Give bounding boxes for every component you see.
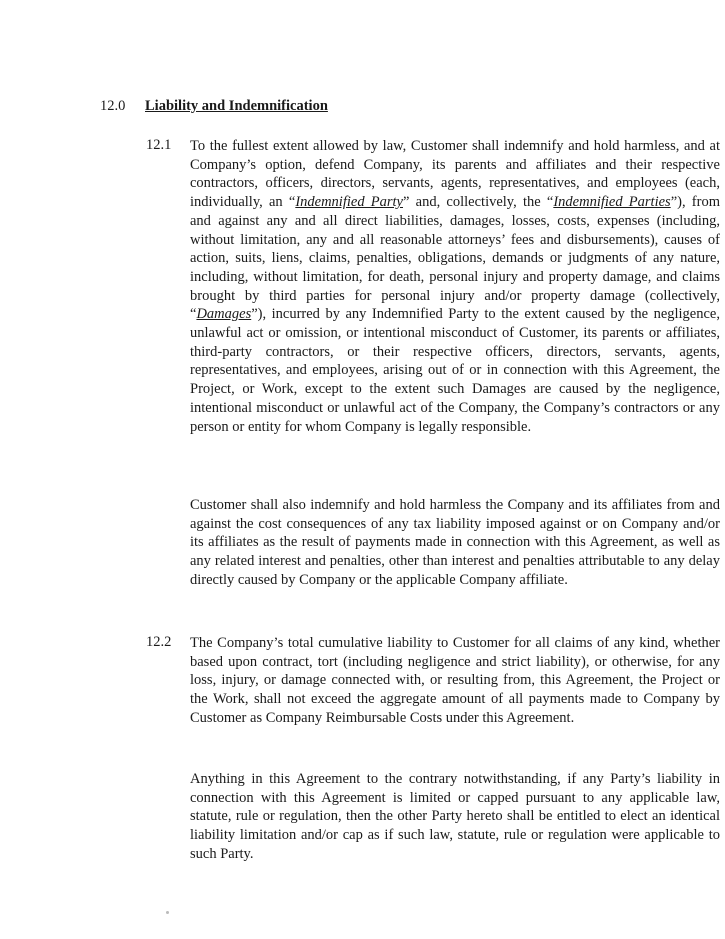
paragraph-text: ”), from and against any and all direct liabilities, damages, losses, costs, expenses (including, without limitation, any and all reasonable attorneys’ fees and disbursements), causes of action, suits, liens, claims, penalties, obligations, demands or judgments of any nature, including, without limitation, for death, personal injury and property damage, and claims brought by third parties for personal injury and/or property damage (collectively, “ [190, 194, 720, 323]
defined-term: Indemnified Parties [553, 194, 671, 211]
clause-number: 12.2 [146, 634, 172, 650]
clause-paragraph: The Company’s total cumulative liability to Customer for all claims of any kind, whether based upon contract, tort (including negligence and strict liability), or otherwise, for any loss, injury, or damage connected with, or resulting from, this Agreement, the Project or the Work, shall not exceed the aggregate amount of all payments made to Company by Customer as Company Reimbursable Costs under this Agreement. [190, 635, 720, 726]
scan-speck [166, 911, 169, 914]
section-title: Liability and Indemnification [145, 98, 328, 114]
clause-paragraph: Customer shall also indemnify and hold harmless the Company and its affiliates from and against the cost consequences of any tax liability imposed against or on Company and/or its affiliates as the result of payments made in connection with this Agreement, as well as any related interest and penalties, other than interest and penalties attributable to any delay directly caused by Company or the applicable Company affiliate. [190, 497, 720, 588]
defined-term: Damages [196, 306, 252, 323]
defined-term: Indemnified Party [295, 194, 403, 211]
section-heading [100, 98, 328, 115]
paragraph-text: ”), incurred by any Indemnified Party to the extent caused by the negligence, unlawful act or omission, or intentional misconduct of Customer, its parents or affiliates, third-party contractors, or their respective officers, directors, servants, agents, representatives, and employees, arising out of or in connection with this Agreement, the Project, or Work, except to the extent such Damages are caused by the negligence, intentional misconduct or unlawful act of the Company, the Company’s contractors or any person or entity for whom Company is legally responsible. [190, 306, 720, 435]
paragraph-text: ” and, collectively, the “ [403, 194, 554, 211]
clause-paragraph [190, 137, 720, 436]
clause-number: 12.1 [146, 137, 172, 153]
section-number: 12.0 [100, 98, 126, 114]
clause-paragraph: Anything in this Agreement to the contrary notwithstanding, if any Party’s liability in connection with this Agreement is limited or capped pursuant to any applicable law, statute, rule or regulation, then the other Party hereto shall be entitled to elect an identical liability limitation and/or cap as if such law, statute, rule or regulation were applicable to such Party. [190, 771, 720, 862]
paragraph-text: To the fullest extent allowed by law, Customer shall indemnify and hold harmless, and at Company’s option, defend Company, its parents and affiliates and their respective contractors, officers, directors, servants, agents, representatives, and employees (each, individually, an “ [190, 138, 720, 211]
